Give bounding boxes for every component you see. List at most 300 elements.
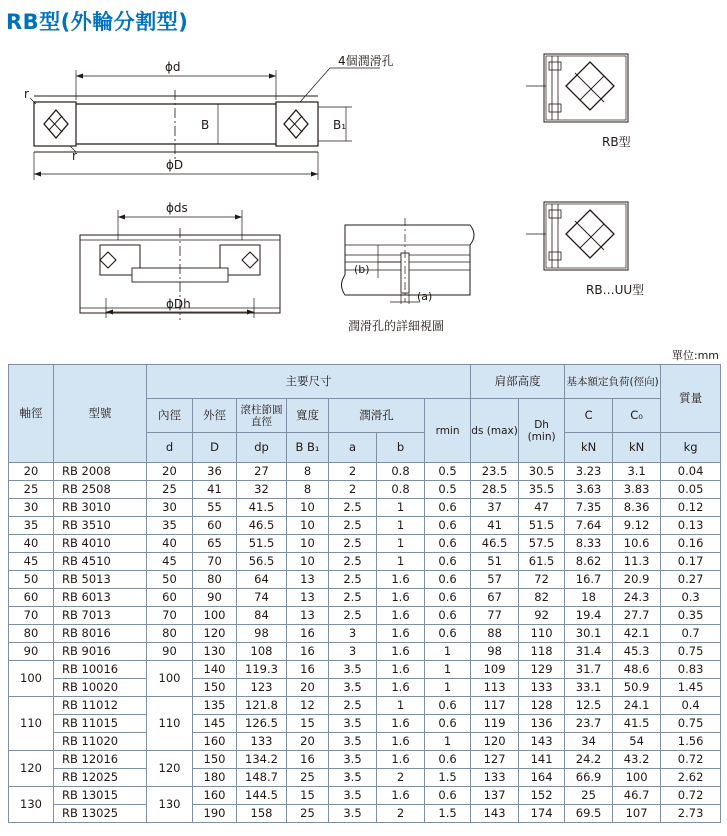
table-row xyxy=(9,481,721,499)
cell-C0: 11.3 xyxy=(613,553,661,571)
cell-Dh: 61.5 xyxy=(519,553,565,571)
cell-a: 3.5 xyxy=(329,787,377,805)
cell-dp: 123 xyxy=(237,679,287,697)
cell-ds: 117 xyxy=(471,697,519,715)
cell-model: RB 8016 xyxy=(54,625,147,643)
spec-table xyxy=(8,364,721,823)
table-row xyxy=(9,607,721,625)
cell-B: 13 xyxy=(287,607,329,625)
cell-b: 1.6 xyxy=(377,661,425,679)
cell-shaft: 25 xyxy=(9,481,54,499)
header-oil-hole: 潤滑孔 xyxy=(329,399,425,433)
cell-D: 160 xyxy=(193,733,237,751)
label-r-bottom: r xyxy=(72,149,77,163)
table-row xyxy=(9,589,721,607)
cell-Dh: 133 xyxy=(519,679,565,697)
table-row xyxy=(9,679,721,697)
cell-B: 20 xyxy=(287,679,329,697)
header-load-rating: 基本額定負荷(徑向) xyxy=(565,365,661,399)
header-unit-kN-C: kN xyxy=(565,433,613,463)
cell-model: RB 6013 xyxy=(54,589,147,607)
cell-B: 15 xyxy=(287,715,329,733)
cell-dp: 74 xyxy=(237,589,287,607)
header-sym-B: B B₁ xyxy=(287,433,329,463)
cell-C: 16.7 xyxy=(565,571,613,589)
cell-d: 40 xyxy=(147,535,193,553)
cell-d: 50 xyxy=(147,571,193,589)
header-pitch: 滾柱節圓直徑 xyxy=(237,399,287,433)
oil-hole-detail xyxy=(342,218,475,304)
cell-B: 15 xyxy=(287,787,329,805)
cell-ds: 98 xyxy=(471,643,519,661)
cell-kg: 1.45 xyxy=(661,679,721,697)
cell-C0: 100 xyxy=(613,769,661,787)
cell-B: 13 xyxy=(287,589,329,607)
table-row xyxy=(9,535,721,553)
cell-b: 1.6 xyxy=(377,625,425,643)
cell-b: 1.6 xyxy=(377,679,425,697)
cell-model: RB 11020 xyxy=(54,733,147,751)
cell-ds: 51 xyxy=(471,553,519,571)
cell-C0: 54 xyxy=(613,733,661,751)
cell-C0: 107 xyxy=(613,805,661,823)
cell-ds: 28.5 xyxy=(471,481,519,499)
cell-rmin: 0.6 xyxy=(425,697,471,715)
cell-a: 2.5 xyxy=(329,499,377,517)
cell-B: 8 xyxy=(287,481,329,499)
cell-d: 90 xyxy=(147,643,193,661)
cell-C: 3.23 xyxy=(565,463,613,481)
label-b: (b) xyxy=(354,263,370,276)
cell-rmin: 0.5 xyxy=(425,463,471,481)
cell-ds: 137 xyxy=(471,787,519,805)
cell-C: 31.4 xyxy=(565,643,613,661)
cell-dp: 148.7 xyxy=(237,769,287,787)
cell-D: 60 xyxy=(193,517,237,535)
cell-Dh: 143 xyxy=(519,733,565,751)
label-r-top: r xyxy=(24,87,29,101)
header-sym-a: a xyxy=(329,433,377,463)
cell-Dh: 30.5 xyxy=(519,463,565,481)
cell-Dh: 51.5 xyxy=(519,517,565,535)
label-ds: ϕds xyxy=(166,201,188,215)
cell-a: 3.5 xyxy=(329,805,377,823)
cell-ds: 23.5 xyxy=(471,463,519,481)
cell-a: 3.5 xyxy=(329,751,377,769)
cell-C: 33.1 xyxy=(565,679,613,697)
cell-D: 90 xyxy=(193,589,237,607)
cell-d: 45 xyxy=(147,553,193,571)
cell-C0: 41.5 xyxy=(613,715,661,733)
table-row xyxy=(9,571,721,589)
cell-kg: 0.3 xyxy=(661,589,721,607)
cell-rmin: 1.5 xyxy=(425,805,471,823)
cell-a: 2.5 xyxy=(329,517,377,535)
cell-shaft: 80 xyxy=(9,625,54,643)
table-row xyxy=(9,463,721,481)
cell-shaft: 100 xyxy=(9,661,54,697)
table-row xyxy=(9,733,721,751)
cell-rmin: 1.5 xyxy=(425,769,471,787)
cell-C: 23.7 xyxy=(565,715,613,733)
cell-C0: 24.1 xyxy=(613,697,661,715)
cell-ds: 88 xyxy=(471,625,519,643)
cell-C: 19.4 xyxy=(565,607,613,625)
cell-C0: 10.6 xyxy=(613,535,661,553)
cell-dp: 64 xyxy=(237,571,287,589)
cell-model: RB 10020 xyxy=(54,679,147,697)
cell-dp: 121.8 xyxy=(237,697,287,715)
cell-kg: 0.75 xyxy=(661,715,721,733)
cell-Dh: 110 xyxy=(519,625,565,643)
cell-C: 7.64 xyxy=(565,517,613,535)
cell-B: 10 xyxy=(287,517,329,535)
cell-model: RB 11012 xyxy=(54,697,147,715)
cell-kg: 0.04 xyxy=(661,463,721,481)
cell-D: 55 xyxy=(193,499,237,517)
cell-shaft: 40 xyxy=(9,535,54,553)
cell-Dh: 82 xyxy=(519,589,565,607)
cell-b: 1 xyxy=(377,535,425,553)
cell-kg: 1.56 xyxy=(661,733,721,751)
table-row xyxy=(9,625,721,643)
cell-dp: 51.5 xyxy=(237,535,287,553)
cell-ds: 133 xyxy=(471,769,519,787)
cell-a: 2.5 xyxy=(329,697,377,715)
cell-D: 150 xyxy=(193,751,237,769)
cell-a: 2.5 xyxy=(329,535,377,553)
cell-kg: 0.13 xyxy=(661,517,721,535)
cell-C0: 3.1 xyxy=(613,463,661,481)
cell-B: 10 xyxy=(287,553,329,571)
cell-d: 35 xyxy=(147,517,193,535)
cell-C0: 20.9 xyxy=(613,571,661,589)
cell-dp: 133 xyxy=(237,733,287,751)
cell-d: 30 xyxy=(147,499,193,517)
cell-dp: 84 xyxy=(237,607,287,625)
cell-a: 3.5 xyxy=(329,661,377,679)
header-shaft: 軸徑 xyxy=(9,365,54,463)
cell-kg: 0.27 xyxy=(661,571,721,589)
cell-ds: 77 xyxy=(471,607,519,625)
cell-D: 41 xyxy=(193,481,237,499)
table-row xyxy=(9,499,721,517)
cell-C0: 45.3 xyxy=(613,643,661,661)
cell-kg: 0.7 xyxy=(661,625,721,643)
cell-Dh: 118 xyxy=(519,643,565,661)
cell-dp: 56.5 xyxy=(237,553,287,571)
cell-rmin: 0.6 xyxy=(425,553,471,571)
cell-a: 2 xyxy=(329,481,377,499)
table-row xyxy=(9,769,721,787)
cell-d: 60 xyxy=(147,589,193,607)
cell-shaft: 45 xyxy=(9,553,54,571)
cell-ds: 119 xyxy=(471,715,519,733)
header-inner: 內徑 xyxy=(147,399,193,433)
cell-a: 3 xyxy=(329,643,377,661)
cell-Dh: 92 xyxy=(519,607,565,625)
label-B: B xyxy=(201,118,210,132)
cell-D: 190 xyxy=(193,805,237,823)
cell-model: RB 10016 xyxy=(54,661,147,679)
cell-D: 100 xyxy=(193,607,237,625)
cell-ds: 41 xyxy=(471,517,519,535)
cell-C0: 50.9 xyxy=(613,679,661,697)
header-C0: C₀ xyxy=(613,399,661,433)
cell-d: 120 xyxy=(147,751,193,787)
cell-kg: 0.75 xyxy=(661,643,721,661)
cell-kg: 0.35 xyxy=(661,607,721,625)
cell-ds: 127 xyxy=(471,751,519,769)
cell-model: RB 13025 xyxy=(54,805,147,823)
cell-B: 16 xyxy=(287,661,329,679)
rbuu-type-view xyxy=(526,202,628,270)
cell-B: 12 xyxy=(287,697,329,715)
table-row xyxy=(9,643,721,661)
cell-rmin: 1 xyxy=(425,661,471,679)
cell-Dh: 35.5 xyxy=(519,481,565,499)
header-outer: 外徑 xyxy=(193,399,237,433)
cell-D: 65 xyxy=(193,535,237,553)
cell-b: 1 xyxy=(377,517,425,535)
cell-C: 34 xyxy=(565,733,613,751)
cell-model: RB 11015 xyxy=(54,715,147,733)
cell-kg: 0.12 xyxy=(661,499,721,517)
cell-b: 1.6 xyxy=(377,589,425,607)
cell-D: 135 xyxy=(193,697,237,715)
bearing-drawings xyxy=(0,40,727,340)
cell-b: 2 xyxy=(377,805,425,823)
cell-D: 150 xyxy=(193,679,237,697)
cell-C0: 24.3 xyxy=(613,589,661,607)
header-ds: ds (max) xyxy=(471,399,519,463)
cell-b: 1.6 xyxy=(377,787,425,805)
cell-rmin: 0.5 xyxy=(425,481,471,499)
header-model: 型號 xyxy=(54,365,147,463)
cell-B: 16 xyxy=(287,643,329,661)
label-a: (a) xyxy=(417,290,433,303)
label-D: ϕD xyxy=(166,158,184,172)
header-shoulder: 肩部高度 xyxy=(471,365,565,399)
cell-shaft: 70 xyxy=(9,607,54,625)
cell-b: 1.6 xyxy=(377,571,425,589)
cell-kg: 2.73 xyxy=(661,805,721,823)
cell-C: 8.62 xyxy=(565,553,613,571)
cell-model: RB 2508 xyxy=(54,481,147,499)
cell-kg: 0.05 xyxy=(661,481,721,499)
table-row xyxy=(9,751,721,769)
cell-rmin: 1 xyxy=(425,679,471,697)
cell-dp: 126.5 xyxy=(237,715,287,733)
cell-C: 69.5 xyxy=(565,805,613,823)
cell-C: 12.5 xyxy=(565,697,613,715)
cell-C: 24.2 xyxy=(565,751,613,769)
cell-a: 3.5 xyxy=(329,733,377,751)
cell-model: RB 3010 xyxy=(54,499,147,517)
cell-b: 2 xyxy=(377,769,425,787)
spec-table-body xyxy=(9,463,721,823)
cell-model: RB 13015 xyxy=(54,787,147,805)
cell-a: 2.5 xyxy=(329,553,377,571)
cell-d: 100 xyxy=(147,661,193,697)
cell-C0: 9.12 xyxy=(613,517,661,535)
cell-shaft: 30 xyxy=(9,499,54,517)
header-unit-kg: kg xyxy=(661,433,721,463)
cell-B: 10 xyxy=(287,499,329,517)
cell-rmin: 1 xyxy=(425,643,471,661)
cell-Dh: 141 xyxy=(519,751,565,769)
cell-b: 1 xyxy=(377,553,425,571)
unit-label: 單位:mm xyxy=(671,349,719,362)
cell-Dh: 164 xyxy=(519,769,565,787)
label-Dh: ϕDh xyxy=(166,297,191,311)
cell-b: 0.8 xyxy=(377,481,425,499)
cell-B: 16 xyxy=(287,751,329,769)
header-width: 寬度 xyxy=(287,399,329,433)
cell-D: 120 xyxy=(193,625,237,643)
cell-a: 2.5 xyxy=(329,589,377,607)
rb-type-view xyxy=(526,54,628,122)
cell-dp: 27 xyxy=(237,463,287,481)
cell-b: 1.6 xyxy=(377,643,425,661)
cell-B: 20 xyxy=(287,733,329,751)
cell-C: 7.35 xyxy=(565,499,613,517)
cell-ds: 113 xyxy=(471,679,519,697)
cell-dp: 32 xyxy=(237,481,287,499)
cell-dp: 134.2 xyxy=(237,751,287,769)
cell-kg: 0.16 xyxy=(661,535,721,553)
cell-shaft: 130 xyxy=(9,787,54,823)
header-mass: 質量 xyxy=(661,365,721,433)
cell-Dh: 136 xyxy=(519,715,565,733)
cell-B: 25 xyxy=(287,805,329,823)
cell-Dh: 72 xyxy=(519,571,565,589)
cell-a: 3.5 xyxy=(329,715,377,733)
label-d: ϕd xyxy=(165,60,181,74)
cell-C: 8.33 xyxy=(565,535,613,553)
cell-d: 80 xyxy=(147,625,193,643)
cell-b: 1 xyxy=(377,697,425,715)
cell-ds: 109 xyxy=(471,661,519,679)
cell-model: RB 5013 xyxy=(54,571,147,589)
cell-b: 1.6 xyxy=(377,751,425,769)
cell-ds: 120 xyxy=(471,733,519,751)
header-unit-kN-C0: kN xyxy=(613,433,661,463)
cell-C0: 43.2 xyxy=(613,751,661,769)
cell-d: 130 xyxy=(147,787,193,823)
cell-shaft: 110 xyxy=(9,697,54,751)
cell-C: 3.63 xyxy=(565,481,613,499)
cell-d: 70 xyxy=(147,607,193,625)
cell-B: 13 xyxy=(287,571,329,589)
cell-shaft: 120 xyxy=(9,751,54,787)
table-row xyxy=(9,697,721,715)
cell-d: 20 xyxy=(147,463,193,481)
cell-rmin: 0.6 xyxy=(425,787,471,805)
cell-a: 2.5 xyxy=(329,571,377,589)
cell-model: RB 9016 xyxy=(54,643,147,661)
cell-C0: 27.7 xyxy=(613,607,661,625)
caption-rbuu: RB…UU型 xyxy=(586,283,645,297)
cell-C: 18 xyxy=(565,589,613,607)
cell-rmin: 0.6 xyxy=(425,625,471,643)
cell-B: 8 xyxy=(287,463,329,481)
header-Dh: Dh (min) xyxy=(519,399,565,463)
cell-b: 1 xyxy=(377,499,425,517)
cell-a: 2.5 xyxy=(329,607,377,625)
cell-rmin: 0.6 xyxy=(425,571,471,589)
cell-dp: 119.3 xyxy=(237,661,287,679)
cell-rmin: 0.6 xyxy=(425,607,471,625)
cell-Dh: 57.5 xyxy=(519,535,565,553)
cell-Dh: 47 xyxy=(519,499,565,517)
header-sym-dp: dp xyxy=(237,433,287,463)
cell-shaft: 35 xyxy=(9,517,54,535)
cell-dp: 98 xyxy=(237,625,287,643)
cell-D: 36 xyxy=(193,463,237,481)
cell-ds: 37 xyxy=(471,499,519,517)
cell-model: RB 4010 xyxy=(54,535,147,553)
cell-dp: 108 xyxy=(237,643,287,661)
cell-b: 0.8 xyxy=(377,463,425,481)
cell-Dh: 174 xyxy=(519,805,565,823)
cell-B: 10 xyxy=(287,535,329,553)
cell-C0: 3.83 xyxy=(613,481,661,499)
cell-b: 1.6 xyxy=(377,715,425,733)
header-sym-D: D xyxy=(193,433,237,463)
cell-dp: 41.5 xyxy=(237,499,287,517)
cell-model: RB 4510 xyxy=(54,553,147,571)
cell-model: RB 7013 xyxy=(54,607,147,625)
cell-ds: 67 xyxy=(471,589,519,607)
header-sym-b: b xyxy=(377,433,425,463)
cell-kg: 2.62 xyxy=(661,769,721,787)
cell-b: 1.6 xyxy=(377,733,425,751)
cell-D: 70 xyxy=(193,553,237,571)
cell-C: 25 xyxy=(565,787,613,805)
cell-d: 25 xyxy=(147,481,193,499)
cell-kg: 0.72 xyxy=(661,751,721,769)
page-title: RB型(外輪分割型) xyxy=(6,10,189,34)
cell-C0: 8.36 xyxy=(613,499,661,517)
cell-dp: 46.5 xyxy=(237,517,287,535)
cell-D: 180 xyxy=(193,769,237,787)
cell-C: 30.1 xyxy=(565,625,613,643)
cell-model: RB 2008 xyxy=(54,463,147,481)
cell-rmin: 0.6 xyxy=(425,751,471,769)
cell-D: 160 xyxy=(193,787,237,805)
cell-B: 25 xyxy=(287,769,329,787)
label-B1: B₁ xyxy=(333,118,347,132)
cell-a: 3.5 xyxy=(329,769,377,787)
cell-shaft: 50 xyxy=(9,571,54,589)
table-row xyxy=(9,661,721,679)
cell-D: 130 xyxy=(193,643,237,661)
cell-shaft: 20 xyxy=(9,463,54,481)
cell-kg: 0.72 xyxy=(661,787,721,805)
table-row xyxy=(9,553,721,571)
cell-a: 3.5 xyxy=(329,679,377,697)
cell-D: 80 xyxy=(193,571,237,589)
cell-ds: 143 xyxy=(471,805,519,823)
cell-rmin: 0.6 xyxy=(425,535,471,553)
cell-rmin: 0.6 xyxy=(425,715,471,733)
table-row xyxy=(9,787,721,805)
table-row xyxy=(9,805,721,823)
cell-model: RB 12016 xyxy=(54,751,147,769)
cell-kg: 0.83 xyxy=(661,661,721,679)
table-row xyxy=(9,517,721,535)
